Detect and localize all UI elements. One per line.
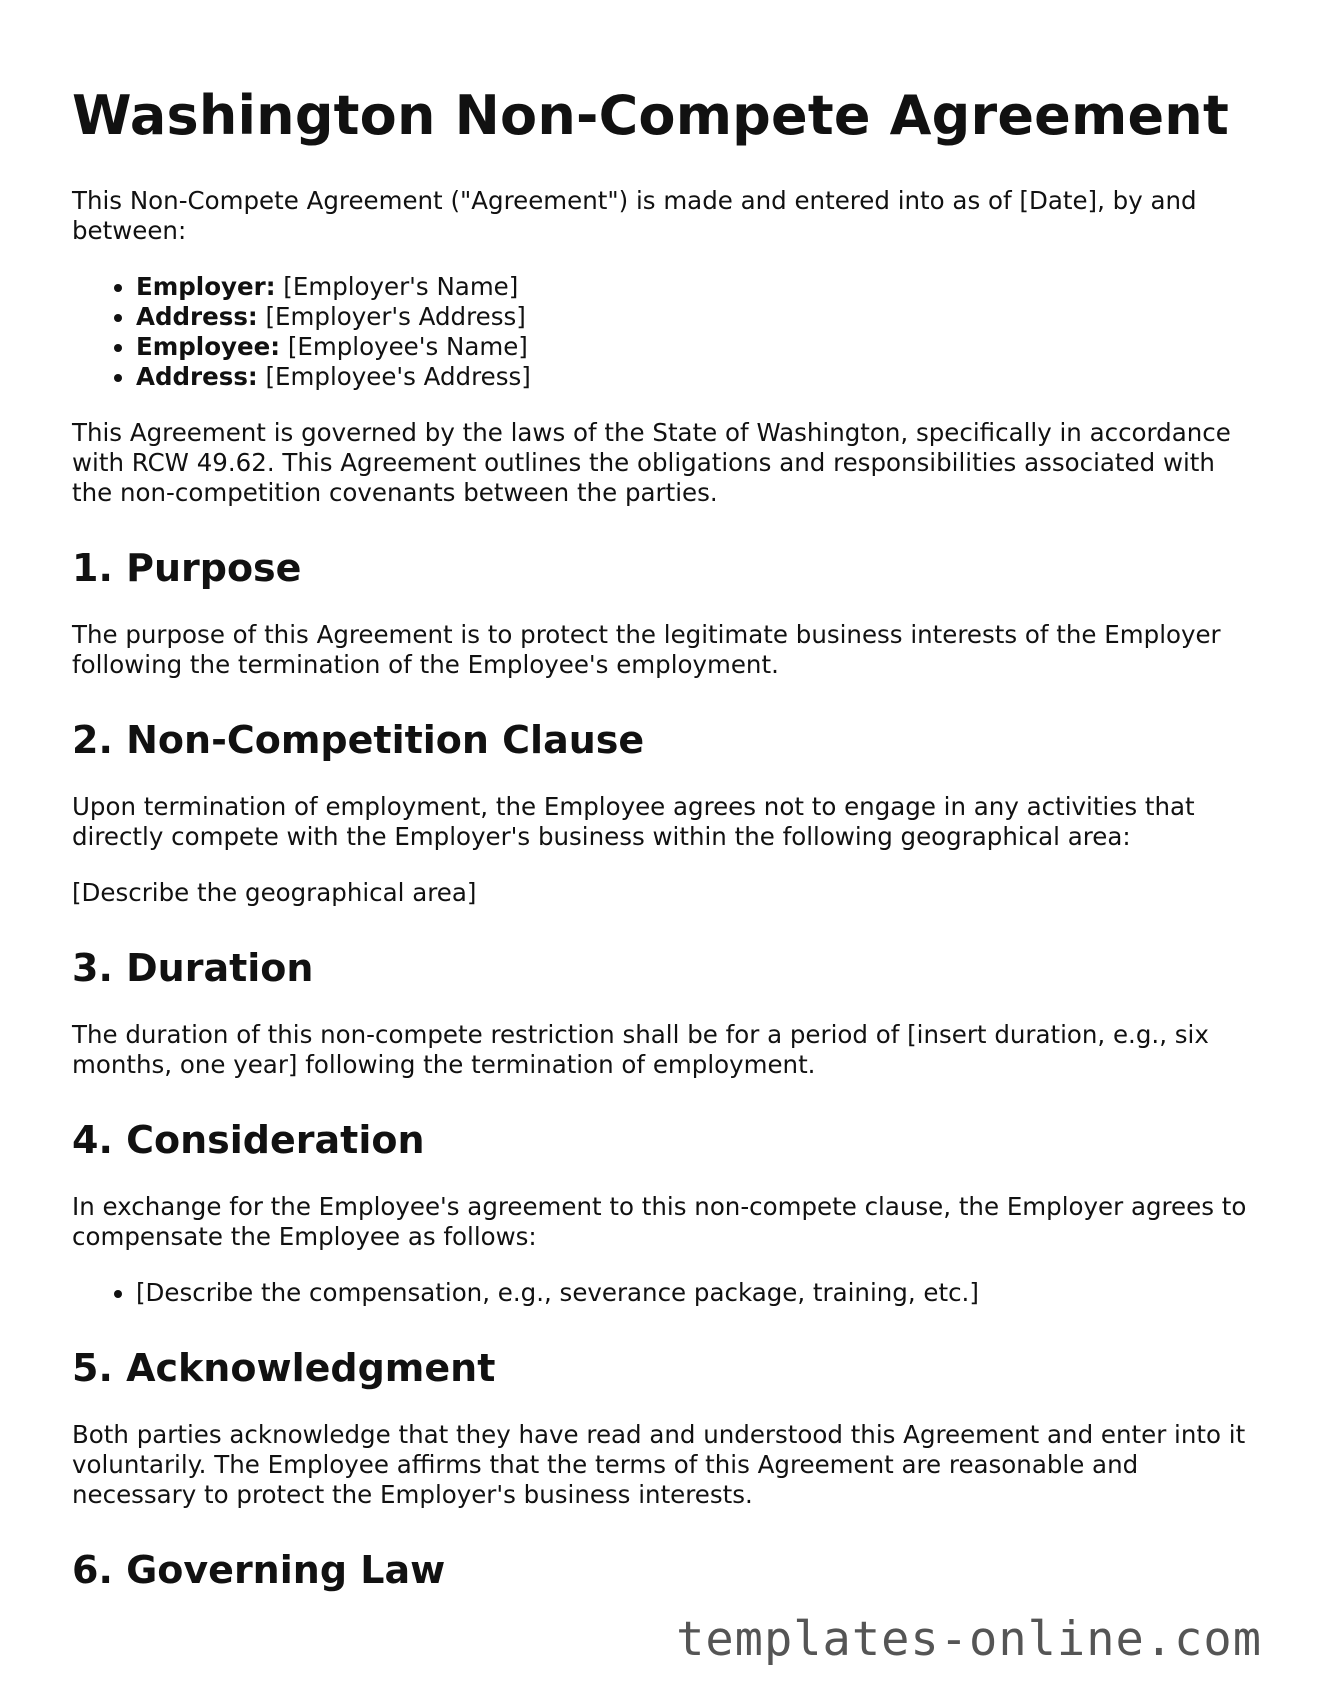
party-label: Address:	[136, 362, 258, 391]
list-item	[136, 272, 1252, 302]
party-label: Employee:	[136, 332, 281, 361]
list-item	[136, 302, 1252, 332]
governing-intro-paragraph: This Agreement is governed by the laws of the State of Washington, specifically in accordance with RCW 49.62. This Agreement outlines the obligations and responsibilities associated with the non-competition covenants between the parties.	[72, 418, 1231, 507]
section-heading-acknowledgment: 5. Acknowledgment	[72, 1346, 496, 1390]
section-heading-non-competition: 2. Non-Competition Clause	[72, 718, 645, 762]
section-text-acknowledgment: Both parties acknowledge that they have read and understood this Agreement and enter into it voluntarily. The Employee affirms that the terms of this Agreement are reasonable and necessary to protect the Employer's business interests.	[72, 1420, 1246, 1509]
section-heading-duration: 3. Duration	[72, 946, 314, 990]
section-text-non-competition: Upon termination of employment, the Employee agrees not to engage in any activities that directly compete with the Employer's business within the following geographical area:	[72, 792, 1195, 851]
geographical-area-placeholder: [Describe the geographical area]	[72, 878, 477, 907]
section-text-consideration: In exchange for the Employee's agreement to this non-compete clause, the Employer agrees to compensate the Employee as follows:	[72, 1192, 1247, 1251]
compensation-list	[72, 1278, 1252, 1308]
list-item	[136, 362, 1252, 392]
section-text-purpose: The purpose of this Agreement is to protect the legitimate business interests of the Employer following the termination of the Employee's employment.	[72, 620, 1221, 679]
section-heading-consideration: 4. Consideration	[72, 1118, 425, 1162]
party-value: [Employer's Address]	[257, 302, 526, 331]
list-item	[136, 332, 1252, 362]
parties-list	[72, 272, 1252, 392]
party-value: [Employee's Address]	[257, 362, 531, 391]
document-title: Washington Non-Compete Agreement	[72, 84, 1229, 147]
intro-paragraph: This Non-Compete Agreement ("Agreement") is made and entered into as of [Date], by and between:	[72, 186, 1197, 245]
watermark: templates-online.com	[676, 1612, 1262, 1667]
party-value: [Employer's Name]	[275, 272, 519, 301]
party-label: Employer:	[136, 272, 276, 301]
section-text-duration: The duration of this non-compete restriction shall be for a period of [insert duration, e.g., six months, one year] following the termination of employment.	[72, 1020, 1209, 1079]
section-heading-governing-law: 6. Governing Law	[72, 1548, 446, 1592]
party-value: [Employee's Name]	[280, 332, 528, 361]
document-page	[72, 84, 1252, 1622]
party-label: Address:	[136, 302, 258, 331]
list-item: • [Describe the compensation, e.g., severance package, training, etc.]	[136, 1278, 1252, 1308]
section-heading-purpose: 1. Purpose	[72, 546, 302, 590]
